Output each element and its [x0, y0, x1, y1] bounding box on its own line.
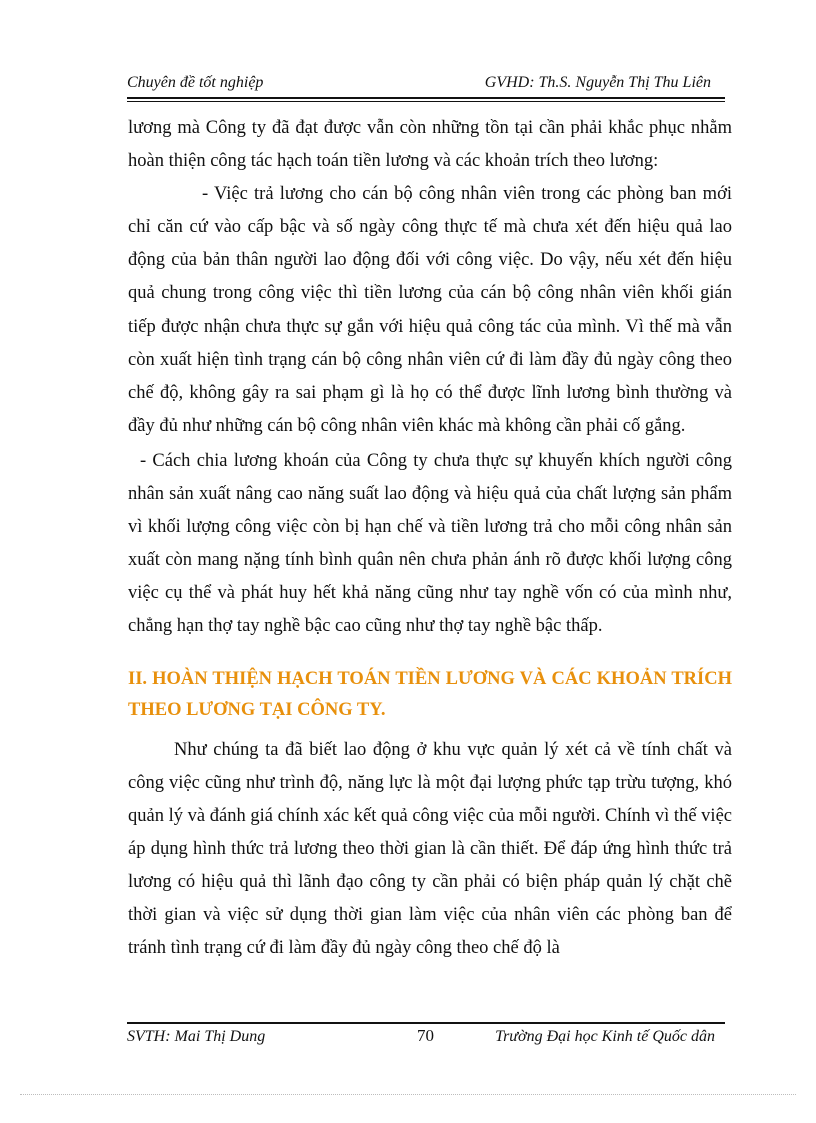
paragraph-intro: lương mà Công ty đã đạt được vẫn còn những tồn tại cần phải khắc phục nhằm hoàn thiện công tác hạch toán tiền lương và các khoản trích theo lương: — [128, 118, 732, 172]
section-heading: II. HOÀN THIỆN HẠCH TOÁN TIỀN LƯƠNG VÀ CÁC KHOẢN TRÍCH THEO LƯƠNG TẠI CÔNG TY. — [128, 668, 732, 720]
header-supervisor: GVHD: Th.S. Nguyễn Thị Thu Liên — [484, 74, 711, 91]
footer-divider — [127, 1022, 725, 1024]
body-text — [128, 112, 732, 965]
header-divider-thin — [127, 101, 725, 102]
paragraph-salary-issue: - Việc trả lương cho cán bộ công nhân viên trong các phòng ban mới chỉ căn cứ vào cấp bậc và số ngày công thực tế mà chưa xét đến hiệu quả lao động của bản thân người lao động đối với công việc. Do vậy, nếu xét đến hiệu quả chung trong công việc thì tiền lương của cán bộ công nhân viên khối gián tiếp được nhận chưa thực sự gắn với hiệu quả công tác của mình. Vì thế mà vẫn còn xuất hiện tình trạng cán bộ công nhân viên cứ đi làm đầy đủ ngày công theo chế độ, không gây ra sai phạm gì là họ có thể được lĩnh lương bình thường và đầy đủ như những cán bộ công nhân viên khác mà không cần phải cố gắng. — [128, 184, 732, 436]
footer-university: Trường Đại học Kinh tế Quốc dân — [495, 1028, 715, 1045]
paragraph-piecework-issue: - Cách chia lương khoán của Công ty chưa thực sự khuyến khích người công nhân sản xuất nâng cao năng suất lao động và hiệu quả của chất lượng sản phẩm vì khối lượng công việc còn bị hạn chế và tiền lương trả cho mỗi công nhân sản xuất còn mang nặng tính bình quân nên chưa phản ánh rõ được khối lượng công việc cụ thể và phát huy hết khả năng cũng như tay nghề vốn có của mình như, chẳng hạn thợ tay nghề bậc cao cũng như thợ tay nghề bậc thấp. — [128, 450, 732, 637]
header-title: Chuyên đề tốt nghiệp — [127, 74, 264, 91]
page-number: 70 — [417, 1026, 434, 1045]
page-header — [127, 74, 725, 98]
paragraph-section-body: Như chúng ta đã biết lao động ở khu vực quản lý xét cả về tính chất và công việc cũng như trình độ, năng lực là một đại lượng phức tạp trừu tượng, khó quản lý và đánh giá chính xác kết quả công việc của mỗi người. Chính vì thế việc áp dụng hình thức trả lương theo thời gian là cần thiết. Để đáp ứng hình thức trả lương có hiệu quả thì lãnh đạo công ty cần phải có biện pháp quản lý chặt chẽ thời gian và việc sử dụng thời gian làm việc của nhân viên các phòng ban để tránh tình trạng cứ đi làm đầy đủ ngày công theo chế độ là — [128, 739, 732, 959]
header-divider-thick — [127, 97, 725, 99]
footer-student: SVTH: Mai Thị Dung — [127, 1028, 266, 1045]
page-boundary-dots — [20, 1094, 796, 1095]
